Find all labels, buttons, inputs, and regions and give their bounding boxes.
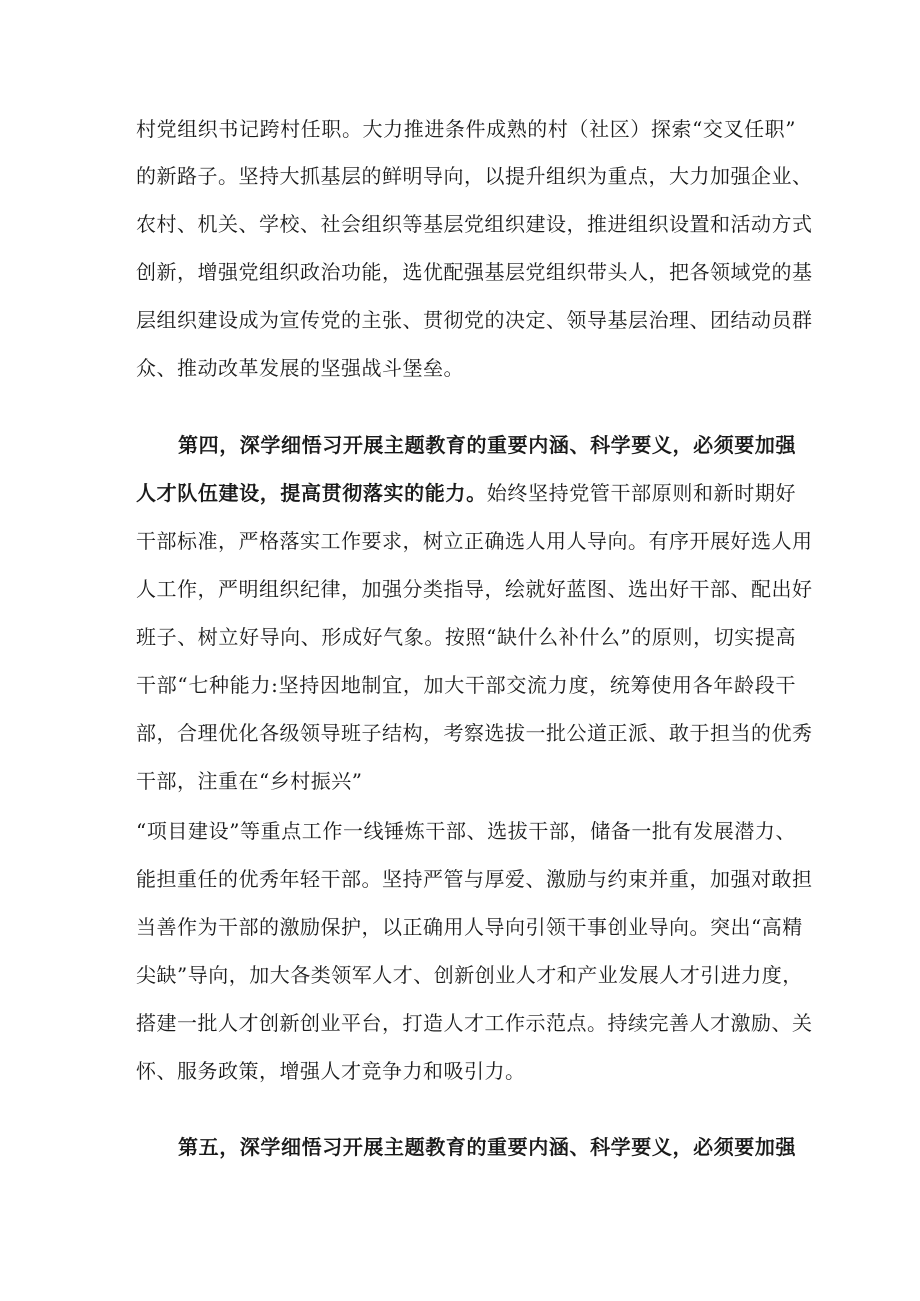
paragraph-2-line-10: 能担重任的优秀年轻干部。坚持严管与厚爱、激励与约束并重，加强对敢担 <box>136 867 813 891</box>
paragraph-2-heading-line-2 <box>136 479 796 507</box>
paragraph-2-line-9: “项目建设”等重点工作一线锤炼干部、选拔干部，储备一批有发展潜力、 <box>136 819 796 843</box>
paragraph-2-line-12: 尖缺”导向，加大各类领军人才、创新创业人才和产业发展人才引进力度， <box>136 963 803 987</box>
paragraph-1-line-6: 众、推动改革发展的坚强战斗堡垒。 <box>136 356 464 380</box>
paragraph-1-line-1: 村党组织书记跨村任职。大力推进条件成熟的村（社区）探索“交叉任职” <box>136 117 796 141</box>
paragraph-2-line-7: 部，合理优化各级领导班子结构，考察选拔一批公道正派、敢于担当的优秀 <box>136 721 813 745</box>
paragraph-2-line-4: 人工作，严明组织纪律，加强分类指导，绘就好蓝图、选出好干部、配出好 <box>136 577 813 601</box>
paragraph-3-heading-line-1: 第五，深学细悟习开展主题教育的重要内涵、科学要义，必须要加强 <box>178 1135 796 1159</box>
paragraph-2-heading-tail: 人才队伍建设，提高贯彻落实的能力。 <box>136 481 487 505</box>
paragraph-2-line-13: 搭建一批人才创新创业平台，打造人才工作示范点。持续完善人才激励、关 <box>136 1011 813 1035</box>
paragraph-1-line-5: 层组织建设成为宣传党的主张、贯彻党的决定、领导基层治理、团结动员群 <box>136 308 813 332</box>
paragraph-1-line-4: 创新，增强党组织政治功能，选优配强基层党组织带头人，把各领域党的基 <box>136 260 813 284</box>
paragraph-1-line-2: 的新路子。坚持大抓基层的鲜明导向，以提升组织为重点，大力加强企业、 <box>136 164 813 188</box>
paragraph-2-heading-line-1: 第四，深学细悟习开展主题教育的重要内涵、科学要义，必须要加强 <box>178 433 796 457</box>
paragraph-1-line-3: 农村、机关、学校、社会组织等基层党组织建设，推进组织设置和活动方式 <box>136 212 813 236</box>
paragraph-2-line-8: 干部，注重在“乡村振兴” <box>136 769 363 793</box>
paragraph-2-line-6: 干部“七种能力:坚持因地制宜，加大干部交流力度，统筹使用各年龄段干 <box>136 673 796 697</box>
paragraph-2-line-11: 当善作为干部的激励保护，以正确用人导向引领干事创业导向。突出“高精 <box>136 915 803 939</box>
paragraph-2-line-3: 干部标准，严格落实工作要求，树立正确选人用人导向。有序开展好选人用 <box>136 529 813 553</box>
paragraph-2-line-14: 怀、服务政策，增强人才竞争力和吸引力。 <box>136 1059 526 1083</box>
paragraph-2-line-5: 班子、树立好导向、形成好气象。按照“缺什么补什么”的原则，切实提高 <box>136 625 796 649</box>
paragraph-2-line-2-rest: 始终坚持党管干部原则和新时期好 <box>486 481 797 505</box>
